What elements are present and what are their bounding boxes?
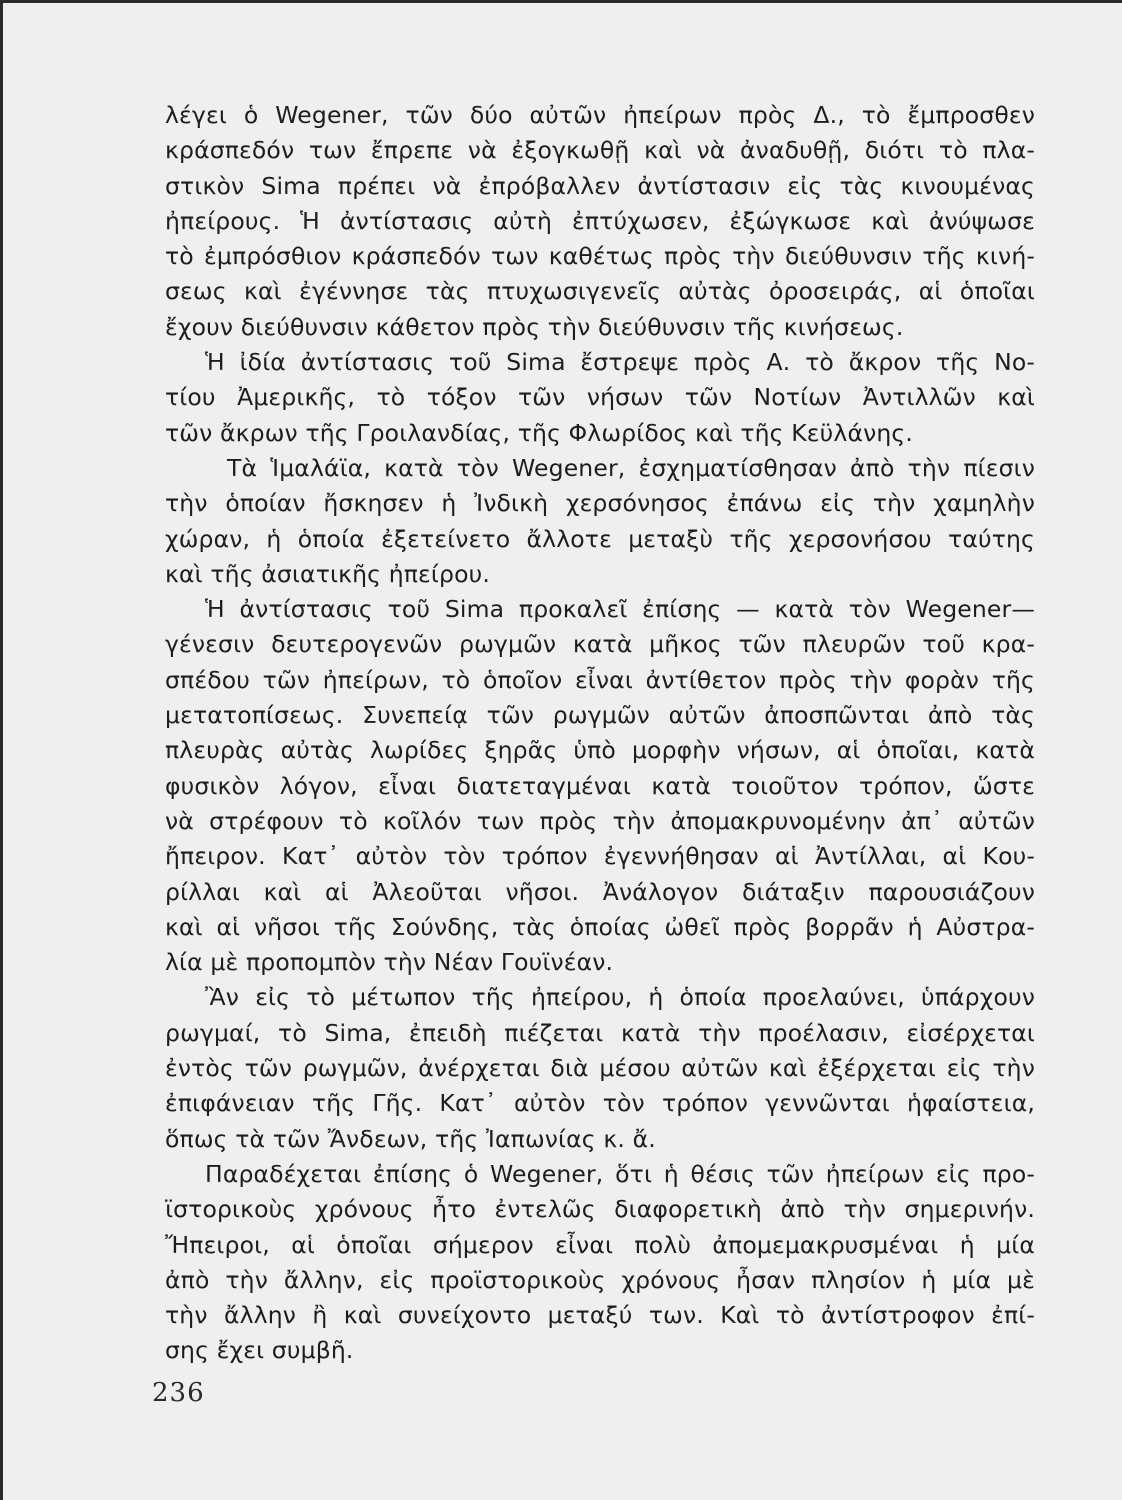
text-line: Ἡ ἰδία ἀντίστασις τοῦ Sima ἔστρεψε πρὸς Α. τὸ ἄκρον τῆς Νο- <box>205 348 1035 377</box>
text-line: ἐπιφάνειαν τῆς Γῆς. Κατ᾽ αὐτὸν τὸν τρόπον γεννῶνται ἡφαίστεια, <box>165 1089 1035 1118</box>
text-line: ἔχουν διεύθυνσιν κάθετον πρὸς τὴν διεύθυνσιν τῆς κινήσεως. <box>165 312 904 341</box>
text-line: μετατοπίσεως. Συνεπείᾳ τῶν ρωγμῶν αὐτῶν ἀποσπῶνται ἀπὸ τὰς <box>165 701 1035 730</box>
text-line: νὰ στρέφουν τὸ κοῖλόν των πρὸς τὴν ἀπομακρυνομένην ἀπ᾽ αὐτῶν <box>165 806 1035 835</box>
text-line: ϊστορικοὺς χρόνους ἦτο ἐντελῶς διαφορετικὴ ἀπὸ τὴν σημερινήν. <box>165 1195 1035 1224</box>
text-line: καὶ τῆς ἀσιατικῆς ἠπείρου. <box>165 559 490 588</box>
text-line: Τὰ Ἱμαλάϊα, κατὰ τὸν Wegener, ἐσχηματίσθησαν ἀπὸ τὴν πίεσιν <box>227 453 1035 482</box>
text-line: ἀπὸ τὴν ἄλλην, εἰς προϊστορικοὺς χρόνους ἦσαν πλησίον ἡ μία μὲ <box>165 1265 1035 1294</box>
text-line: τῶν ἄκρων τῆς Γροιλανδίας, τῆς Φλωρίδος καὶ τῆς Κεϋλάνης. <box>165 418 913 447</box>
text-line: φυσικὸν λόγον, εἶναι διατεταγμέναι κατὰ τοιοῦτον τρόπον, ὥστε <box>165 771 1035 800</box>
text-line: λέγει ὁ Wegener, τῶν δύο αὐτῶν ἠπείρων πρὸς Δ., τὸ ἔμπροσθεν <box>165 101 1035 129</box>
text-line: Ἂν εἰς τὸ μέτωπον τῆς ἠπείρου, ἡ ὁποία προελαύνει, ὑπάρχουν <box>205 983 1035 1012</box>
text-line: λία μὲ προπομπὸν τὴν Νέαν Γουϊνέαν. <box>165 948 614 977</box>
text-line: πλευρὰς αὐτὰς λωρίδες ξηρᾶς ὑπὸ μορφὴν νήσων, αἱ ὁποῖαι, κατὰ <box>165 736 1035 765</box>
text-line: ὅπως τὰ τῶν Ἄνδεων, τῆς Ἰαπωνίας κ. ἄ. <box>165 1124 656 1153</box>
text-line: στικὸν Sima πρέπει νὰ ἐπρόβαλλεν ἀντίστασιν εἰς τὰς κινουμένας <box>165 171 1035 200</box>
text-line: Ἤπειροι, αἱ ὁποῖαι σήμερον εἶναι πολὺ ἀπομεμακρυσμέναι ἡ μία <box>165 1230 1035 1259</box>
text-line: χώραν, ἡ ὁποία ἐξετείνετο ἄλλοτε μεταξὺ τῆς χερσονήσου ταύτης <box>165 524 1035 553</box>
text-line: ἤπειρον. Κατ᾽ αὐτὸν τὸν τρόπον ἐγεννήθησαν αἱ Ἀντίλλαι, αἱ Κου- <box>165 842 1035 871</box>
text-line: καὶ αἱ νῆσοι τῆς Σούνδης, τὰς ὁποίας ὠθεῖ πρὸς βορρᾶν ἡ Αὐστρα- <box>165 912 1035 941</box>
body-text <box>165 98 1035 1369</box>
text-line: ρίλλαι καὶ αἱ Ἀλεοῦται νῆσοι. Ἀνάλογον διάταξιν παρουσιάζουν <box>165 877 1035 906</box>
page-number: 236 <box>152 1378 205 1408</box>
text-line: ρωγμαί, τὸ Sima, ἐπειδὴ πιέζεται κατὰ τὴν προέλασιν, εἰσέρχεται <box>165 1018 1035 1047</box>
text-line: τίου Ἀμερικῆς, τὸ τόξον τῶν νήσων τῶν Νοτίων Ἀντιλλῶν καὶ <box>165 383 1035 412</box>
text-line: Ἡ ἀντίστασις τοῦ Sima προκαλεῖ ἐπίσης — κατὰ τὸν Wegener— <box>205 595 1035 624</box>
text-line: Παραδέχεται ἐπίσης ὁ Wegener, ὅτι ἡ θέσις τῶν ἠπείρων εἰς προ- <box>205 1159 1035 1188</box>
text-line: κράσπεδόν των ἔπρεπε νὰ ἐξογκωθῇ καὶ νὰ ἀναδυθῇ, διότι τὸ πλα- <box>165 136 1035 165</box>
text-line: σεως καὶ ἐγέννησε τὰς πτυχωσιγενεῖς αὐτὰς ὀροσειράς, αἱ ὁποῖαι <box>165 277 1035 306</box>
text-line: ἠπείρους. Ἡ ἀντίστασις αὐτὴ ἐπτύχωσεν, ἐξώγκωσε καὶ ἀνύψωσε <box>165 206 1035 235</box>
text-line: σης ἔχει συμβῆ. <box>165 1336 354 1365</box>
text-line: σπέδου τῶν ἠπείρων, τὸ ὁποῖον εἶναι ἀντίθετον πρὸς τὴν φορὰν τῆς <box>165 665 1035 694</box>
text-line: τὸ ἐμπρόσθιον κράσπεδόν των καθέτως πρὸς τὴν διεύθυνσιν τῆς κινή- <box>165 242 1035 271</box>
text-line: τὴν ἄλλην ἢ καὶ συνείχοντο μεταξύ των. Καὶ τὸ ἀντίστροφον ἐπί- <box>165 1301 1035 1330</box>
text-line: ἐντὸς τῶν ρωγμῶν, ἀνέρχεται διὰ μέσου αὐτῶν καὶ ἐξέρχεται εἰς τὴν <box>165 1054 1035 1083</box>
text-line: τὴν ὁποίαν ἤσκησεν ἡ Ἰνδικὴ χερσόνησος ἐπάνω εἰς τὴν χαμηλὴν <box>165 489 1035 518</box>
text-line: γένεσιν δευτερογενῶν ρωγμῶν κατὰ μῆκος τῶν πλευρῶν τοῦ κρα- <box>165 630 1035 659</box>
